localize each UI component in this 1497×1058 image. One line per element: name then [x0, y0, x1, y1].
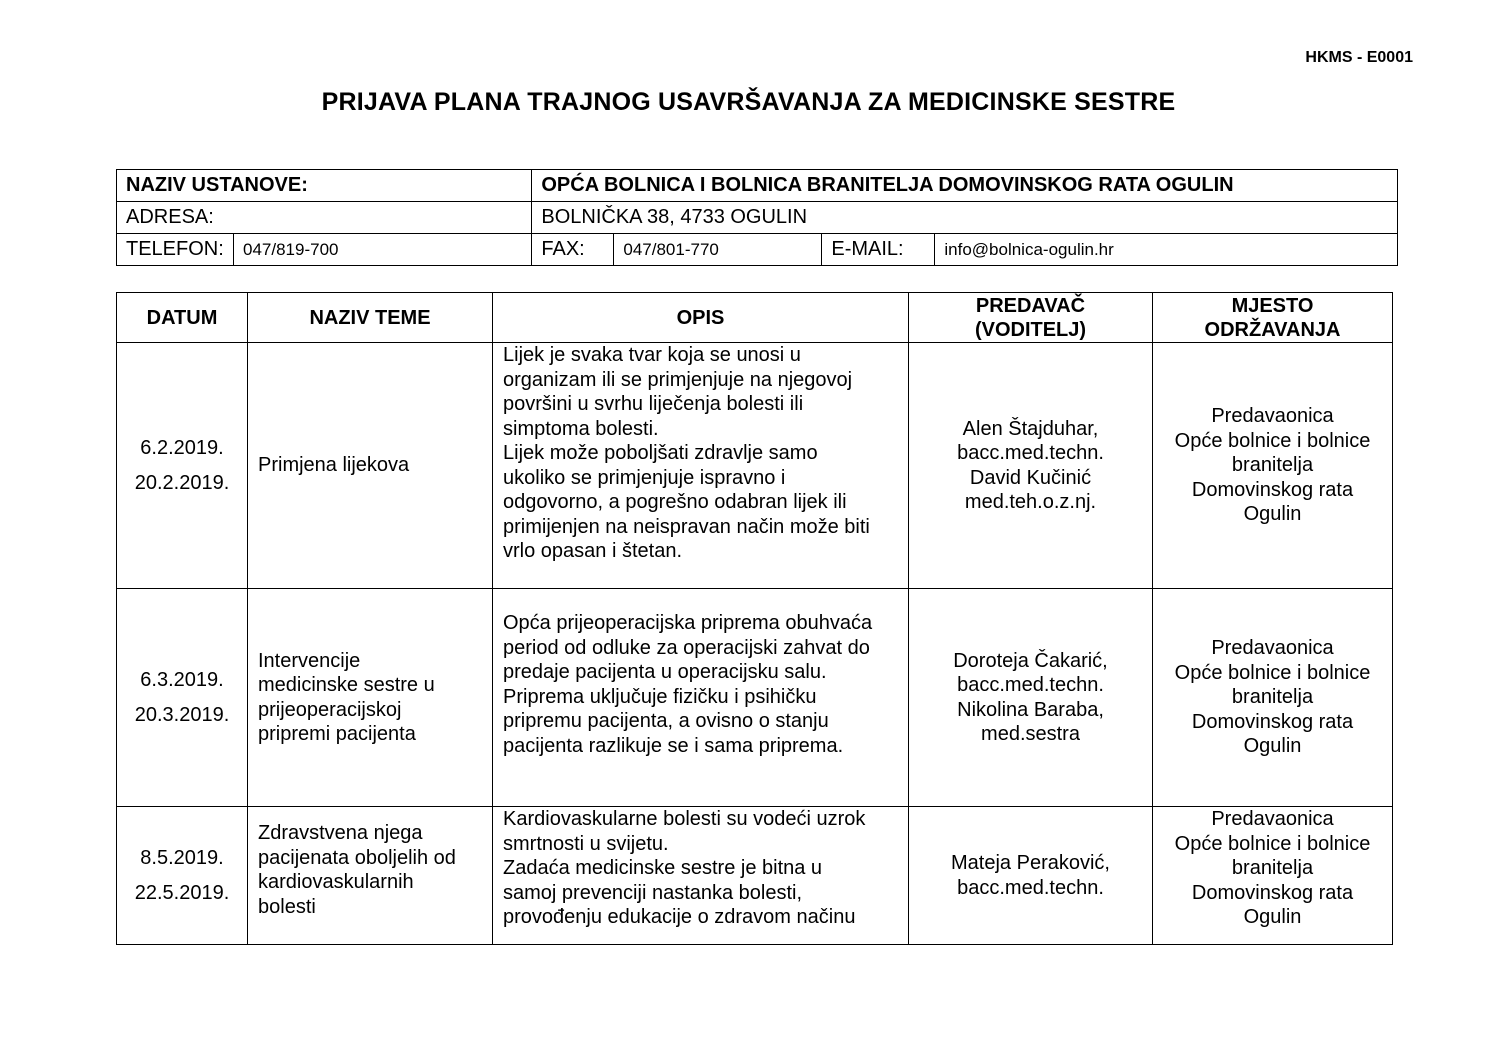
date-cell — [117, 589, 248, 807]
lecturer-cell: Doroteja Čakarić, bacc.med.techn. Nikolina Baraba, med.sestra — [909, 589, 1153, 807]
date-second: 22.5.2019. — [134, 881, 230, 904]
email-value: info@bolnica-ogulin.hr — [935, 234, 1398, 266]
address-label: ADRESA: — [117, 202, 532, 234]
date-cell — [117, 343, 248, 589]
place-cell: Predavaonica Opće bolnice i bolnice branitelja Domovinskog rata Ogulin — [1153, 589, 1393, 807]
place-cell: Predavaonica Opće bolnice i bolnice branitelja Domovinskog rata Ogulin — [1153, 343, 1393, 589]
table-row — [117, 343, 1393, 589]
document-title: PRIJAVA PLANA TRAJNOG USAVRŠAVANJA ZA MEDICINSKE SESTRE — [321, 88, 1176, 116]
header-lecturer: PREDAVAČ (VODITELJ) — [909, 293, 1153, 343]
table-row — [117, 589, 1393, 807]
date-first: 8.5.2019. — [140, 847, 224, 869]
date-second: 20.3.2019. — [134, 703, 230, 726]
institution-name-label: NAZIV USTANOVE: — [117, 170, 532, 202]
phone-value: 047/819-700 — [234, 234, 532, 266]
email-label: E-MAIL: — [822, 234, 935, 266]
description-cell: Kardiovaskularne bolesti su vodeći uzrok smrtnosti u svijetu. Zadaća medicinske sestre je bitna u samoj prevenciji nastanka bolesti, provođenju edukacije o zdravom načinu — [493, 807, 909, 945]
topic-cell: Zdravstvena njega pacijenata oboljelih od kardiovaskularnih bolesti — [248, 807, 493, 945]
header-date: DATUM — [117, 293, 248, 343]
institution-name-value: OPĆA BOLNICA I BOLNICA BRANITELJA DOMOVINSKOG RATA OGULIN — [532, 170, 1398, 202]
date-second: 20.2.2019. — [134, 471, 230, 494]
date-first: 6.2.2019. — [140, 437, 224, 459]
table-row — [117, 807, 1393, 945]
header-place: MJESTO ODRŽAVANJA — [1153, 293, 1393, 343]
plan-header-row — [117, 293, 1393, 343]
form-code: HKMS - E0001 — [1305, 49, 1413, 66]
address-row — [117, 202, 1398, 234]
date-cell — [117, 807, 248, 945]
place-cell: Predavaonica Opće bolnice i bolnice branitelja Domovinskog rata Ogulin — [1153, 807, 1393, 945]
address-value: BOLNIČKA 38, 4733 OGULIN — [532, 202, 1398, 234]
header-description: OPIS — [493, 293, 909, 343]
date-first: 6.3.2019. — [140, 669, 224, 691]
institution-name-row — [117, 170, 1398, 202]
topic-cell: Primjena lijekova — [248, 343, 493, 589]
description-cell: Lijek je svaka tvar koja se unosi u organizam ili se primjenjuje na njegovoj površini u svrhu liječenja bolesti ili simptoma bolesti. Lijek može poboljšati zdravlje samo ukoliko se primjenjuje ispravno i odgovorno, a pogrešno odabran lijek ili primijenjen na neispravan način može biti vrlo opasan i štetan. — [493, 343, 909, 589]
header-topic: NAZIV TEME — [248, 293, 493, 343]
training-plan-table — [116, 292, 1393, 945]
topic-cell: Intervencije medicinske sestre u prijeoperacijskoj pripremi pacijenta — [248, 589, 493, 807]
lecturer-cell: Mateja Peraković, bacc.med.techn. — [909, 807, 1153, 945]
fax-label: FAX: — [532, 234, 614, 266]
fax-value: 047/801-770 — [614, 234, 822, 266]
phone-label: TELEFON: — [117, 234, 234, 266]
lecturer-cell: Alen Štajduhar, bacc.med.techn. David Kučinić med.teh.o.z.nj. — [909, 343, 1153, 589]
institution-info-table — [116, 169, 1398, 266]
description-cell: Opća prijeoperacijska priprema obuhvaća period od odluke za operacijski zahvat do predaje pacijenta u operacijsku salu. Priprema uključuje fizičku i psihičku pripremu pacijenta, a ovisno o stanju pacijenta razlikuje se i sama priprema. — [493, 589, 909, 807]
contact-row — [117, 234, 1398, 266]
